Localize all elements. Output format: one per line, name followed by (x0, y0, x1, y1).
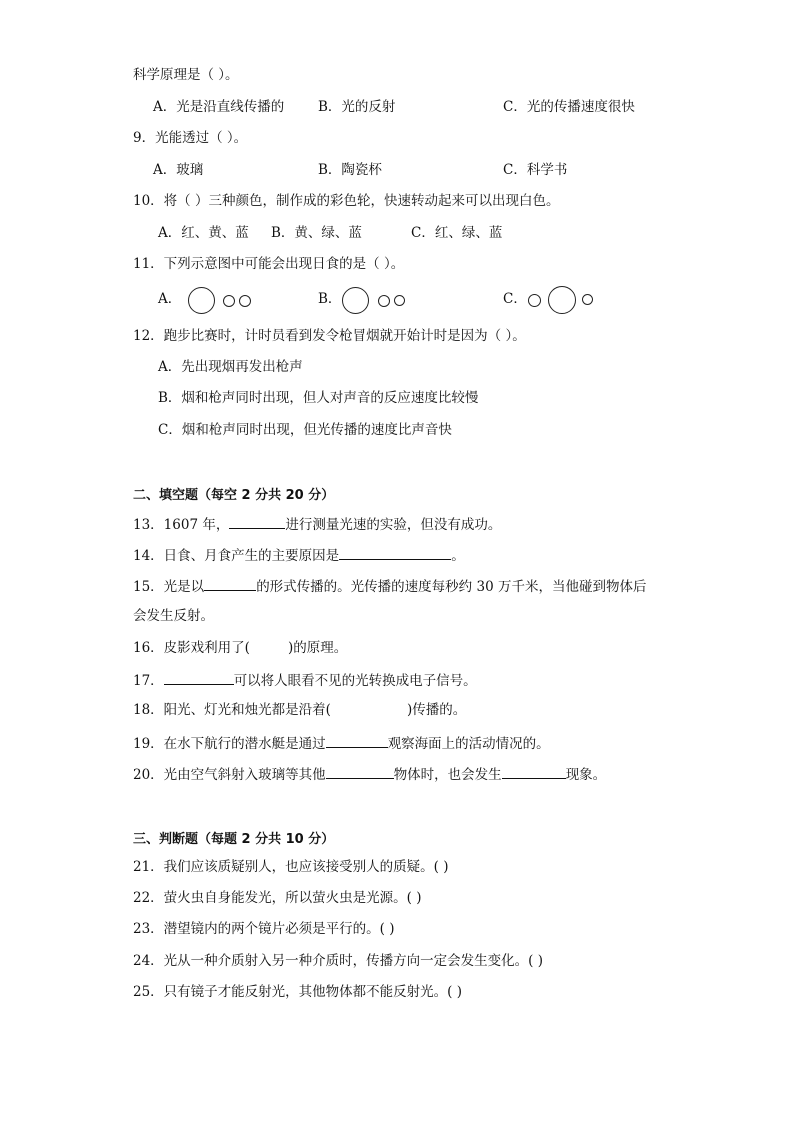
q10-option-c[interactable]: C．红、绿、蓝 (411, 225, 503, 241)
q17-blank[interactable] (164, 670, 234, 685)
q8-option-a[interactable]: A．光是沿直线传播的 (153, 99, 285, 115)
q12-option-c[interactable]: C．烟和枪声同时出现，但光传播的速度比声音快 (158, 422, 452, 438)
earth-icon (582, 294, 593, 305)
q15-text-pre: 15．光是以 (133, 579, 205, 595)
q20 (133, 764, 606, 784)
q16-text-post: )的原理。 (287, 640, 348, 656)
q9-option-c[interactable]: C．科学书 (503, 162, 568, 178)
sun-icon (342, 287, 369, 314)
q9-stem: 9．光能透过（ ）。 (133, 130, 248, 146)
q25[interactable]: 25．只有镜子才能反射光，其他物体都不能反射光。( ) (133, 984, 463, 1000)
moon-icon (528, 294, 541, 307)
q20-blank-1[interactable] (326, 764, 394, 779)
q13-text-post: 进行测量光速的实验，但没有成功。 (285, 517, 502, 533)
q17 (133, 670, 477, 690)
q15-blank[interactable] (204, 576, 256, 591)
q11-option-c[interactable]: C． (503, 291, 527, 307)
q19-text-pre: 19．在水下航行的潜水艇是通过 (133, 736, 326, 752)
q18 (133, 701, 466, 719)
q8-option-b[interactable]: B．光的反射 (318, 99, 396, 115)
q19-blank[interactable] (326, 733, 388, 748)
q19-text-post: 观察海面上的活动情况的。 (387, 736, 550, 752)
q20-text-pre: 20．光由空气斜射入玻璃等其他 (133, 767, 326, 783)
q12-option-a[interactable]: A．先出现烟再发出枪声 (158, 359, 303, 375)
q14-text-post: 。 (451, 548, 465, 564)
q15 (133, 576, 646, 596)
q18-text-post: )传播的。 (406, 702, 467, 718)
q12-stem: 12．跑步比赛时，计时员看到发令枪冒烟就开始计时是因为（ ）。 (133, 328, 526, 344)
q23[interactable]: 23．潜望镜内的两个镜片必须是平行的。( ) (133, 921, 395, 937)
q12-option-b[interactable]: B．烟和枪声同时出现，但人对声音的反应速度比较慢 (158, 390, 479, 406)
q15-text-post: 的形式传播的。光传播的速度每秒约 30 万千米，当他碰到物体后 (256, 579, 647, 595)
q14-blank[interactable] (339, 545, 451, 560)
q8-stem-tail: 科学原理是（ ）。 (133, 67, 239, 83)
q16 (133, 639, 347, 657)
q20-text-post: 现象。 (565, 767, 607, 783)
q17-text-post: 可以将人眼看不见的光转换成电子信号。 (233, 673, 477, 689)
moon-icon (223, 295, 235, 307)
earth-icon (239, 295, 251, 307)
q14-text-pre: 14．日食、月食产生的主要原因是 (133, 548, 340, 564)
q13 (133, 514, 501, 534)
q9-option-b[interactable]: B．陶瓷杯 (318, 162, 382, 178)
moon-icon (378, 295, 390, 307)
q11-option-a[interactable]: A． (158, 291, 182, 307)
q20-text-mid: 物体时，也会发生 (393, 767, 502, 783)
section2-title: 二、填空题（每空 2 分共 20 分） (133, 488, 335, 503)
q16-text-pre: 16．皮影戏利用了( (133, 640, 250, 656)
q21[interactable]: 21．我们应该质疑别人，也应该接受别人的质疑。( ) (133, 859, 449, 875)
q15-continued: 会发生反射。 (133, 608, 214, 624)
q19 (133, 733, 550, 753)
q8-option-c[interactable]: C．光的传播速度很快 (503, 99, 635, 115)
earth-icon (394, 295, 405, 306)
q13-blank[interactable] (229, 514, 285, 529)
q9-option-a[interactable]: A．玻璃 (153, 162, 204, 178)
q10-option-a[interactable]: A．红、黄、蓝 (158, 225, 249, 241)
q24[interactable]: 24．光从一种介质射入另一种介质时，传播方向一定会发生变化。( ) (133, 953, 544, 969)
q20-blank-2[interactable] (502, 764, 566, 779)
sun-icon (188, 287, 215, 314)
section3-title: 三、判断题（每题 2 分共 10 分） (133, 832, 335, 847)
q11-option-b[interactable]: B． (318, 291, 342, 307)
q14 (133, 545, 465, 565)
q10-option-b[interactable]: B．黄、绿、蓝 (271, 225, 362, 241)
q18-text-pre: 18．阳光、灯光和烛光都是沿着( (133, 702, 331, 718)
q11-stem: 11．下列示意图中可能会出现日食的是（ ）。 (133, 256, 405, 272)
q10-stem: 10．将（ ）三种颜色，制作成的彩色轮，快速转动起来可以出现白色。 (133, 193, 560, 209)
q17-text-pre: 17． (133, 673, 164, 689)
q22[interactable]: 22．萤火虫自身能发光，所以萤火虫是光源。( ) (133, 890, 422, 906)
q13-text-pre: 13．1607 年， (133, 517, 230, 533)
sun-icon (548, 286, 576, 314)
